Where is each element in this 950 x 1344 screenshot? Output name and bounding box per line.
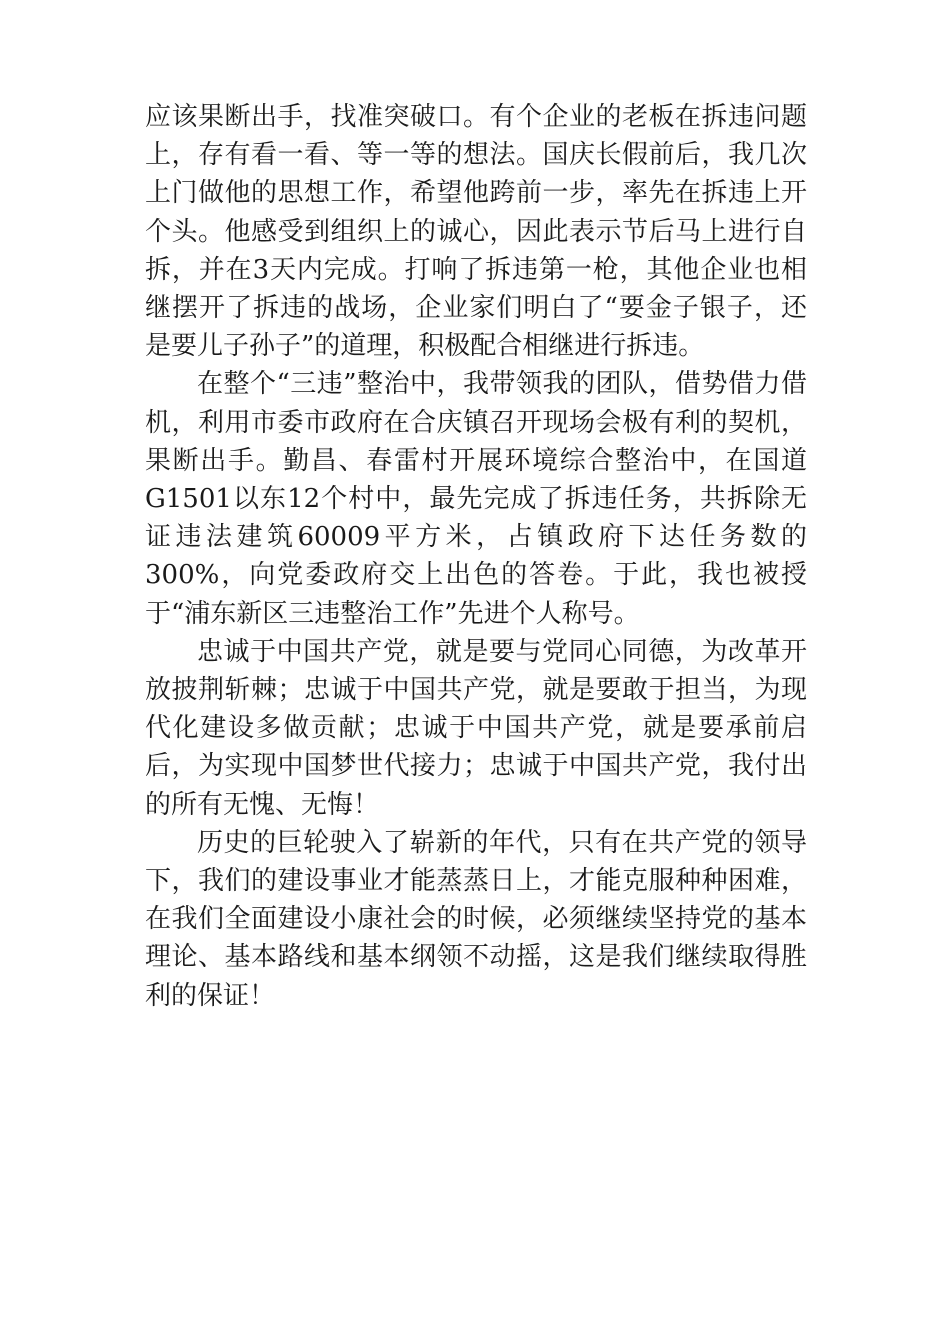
paragraph-continued: 应该果断出手，找准突破口。有个企业的老板在拆违问题上，存有看一看、等一等的想法。国庆长假前后，我几次上门做他的思想工作，希望他跨前一步，率先在拆违上开个头。他感受到组织上的诚心，因此表示节后马上进行自拆，并在3天内完成。打响了拆违第一枪，其他企业也相继摆开了拆违的战场，企业家们明白了“要金子银子，还是要儿子孙子”的道理，积极配合相继进行拆违。 bbox=[145, 102, 807, 362]
paragraph: 在整个“三违”整治中，我带领我的团队，借势借力借机，利用市委市政府在合庆镇召开现场会极有利的契机，果断出手。勤昌、春雷村开展环境综合整治中，在国道G1501以东12个村中，最先完成了拆违任务，共拆除无证违法建筑60009平方米，占镇政府下达任务数的300%，向党委政府交上出色的答卷。于此，我也被授于“浦东新区三违整治工作”先进个人称号。 bbox=[145, 369, 807, 629]
paragraph: 历史的巨轮驶入了崭新的年代，只有在共产党的领导下，我们的建设事业才能蒸蒸日上，才能克服种种困难，在我们全面建设小康社会的时候，必须继续坚持党的基本理论、基本路线和基本纲领不动摇，这是我们继续取得胜利的保证！ bbox=[145, 827, 807, 1011]
paragraph: 忠诚于中国共产党，就是要与党同心同德，为改革开放披荆斩棘；忠诚于中国共产党，就是要敢于担当，为现代化建设多做贡献；忠诚于中国共产党，就是要承前启后，为实现中国梦世代接力；忠诚于中国共产党，我付出的所有无愧、无悔！ bbox=[145, 636, 807, 820]
document-body bbox=[145, 98, 807, 1015]
